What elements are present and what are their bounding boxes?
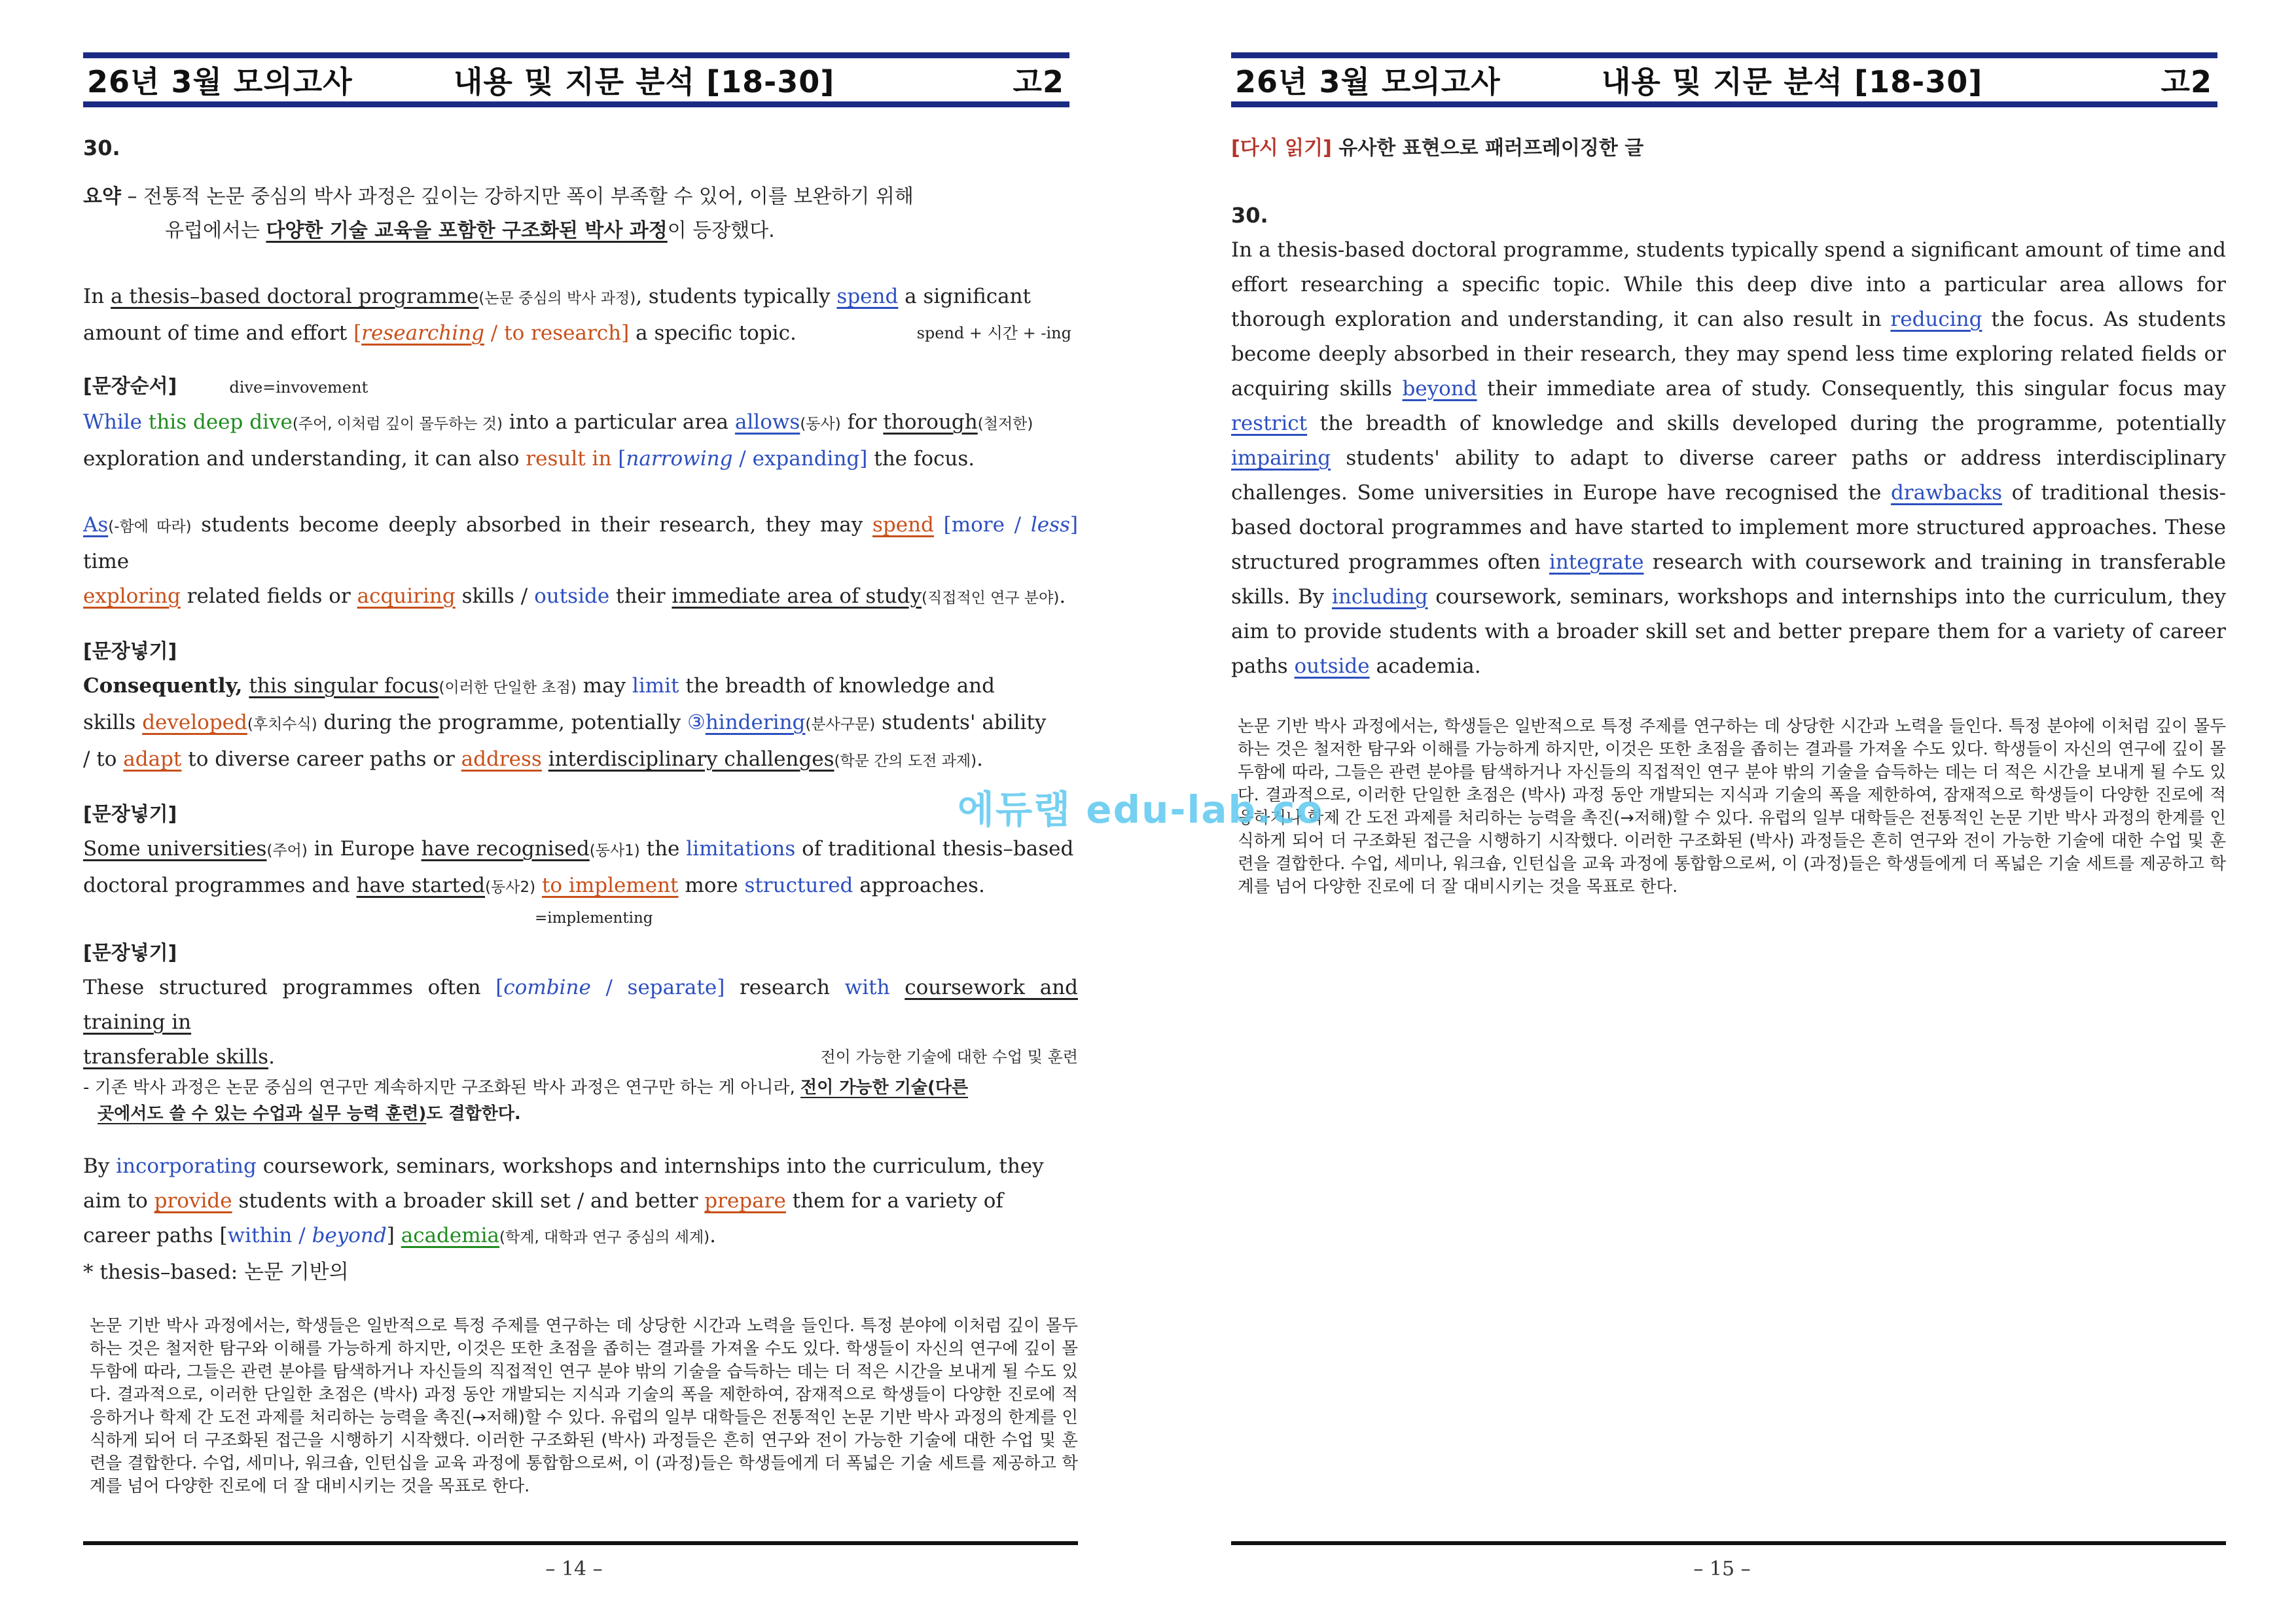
sentence-2: While this deep dive(주어, 이처럼 깊이 몰두하는 것) into a particular area allows(동사) for thorough(철저한) exploration and understanding, it can also result in [narrowing / expanding] the focus.	[83, 410, 1033, 471]
page-number: – 15 –	[1693, 1558, 1751, 1580]
right-content	[1231, 131, 2226, 899]
header-bottom-rule	[1231, 101, 2217, 107]
implement-note: =implementing	[535, 910, 653, 927]
question-number: 30.	[83, 135, 120, 160]
transferable-skills-note: 전이 가능한 기술에 대한 수업 및 훈련	[820, 1048, 1078, 1066]
sentence-4: Consequently, this singular focus(이러한 단일한 초점) may limit the breadth of knowledge and skills developed(후치수식) during the programme, potentially ③hindering(분사구문) students' ability / to adapt to diverse career paths or address interdisciplinary challenges(학문 간의 도전 과제).	[83, 674, 1047, 771]
summary-text: 전통적 논문 중심의 박사 과정은 깊이는 강하지만 폭이 부족할 수 있어, 이를 보완하기 위해	[143, 185, 914, 208]
reread-title: [다시 읽기] 유사한 표현으로 패러프레이징한 글	[1231, 137, 1644, 160]
korean-translation: 논문 기반 박사 과정에서는, 학생들은 일반적으로 특정 주제를 연구하는 데 상당한 시간과 노력을 들인다. 특정 분야에 이처럼 깊이 몰두하는 것은 철저한 탐구와 이해를 가능하게 하지만, 이것은 또한 초점을 좁히는 결과를 가져올 수도 있다. 학생들이 자신의 연구에 깊이 몰두함에 따라, 그들은 관련 분야를 탐색하거나 자신들의 직접적인 연구 분야 밖의 기술을 습득하는 데는 더 적은 시간을 보내게 될 수도 있다. 결과적으로, 이러한 단일한 초점은 (박사) 과정 동안 개발되는 지식과 기술의 폭을 제한하여, 잠재적으로 학생들이 다양한 진로에 적응하거나 학제 간 도전 과제를 처리하는 능력을 촉진(→저해)할 수 있다. 유럽의 일부 대학들은 전통적인 논문 기반 박사 과정의 한계를 인식하게 되어 더 구조화된 접근을 시행하기 시작했다. 이러한 구조화된 (박사) 과정들은 흔히 연구와 전이 가능한 기술에 대한 수업 및 훈련을 결합한다. 수업, 세미나, 워크숍, 인턴십을 교육 과정에 통합함으로써, 이 (과정)들은 학생들에게 더 폭넓은 기술 세트를 제공하고 학계를 넘어 다양한 진로에 더 잘 대비시키는 것을 목표로 한다.	[90, 1316, 1078, 1496]
section-label-insert-3: [문장넣기]	[83, 942, 177, 965]
section-label-order: [문장순서] dive=invovement	[83, 375, 368, 398]
paraphrased-passage: In a thesis-based doctoral programme, students typically spend a significant amount of time and effort researching a specific topic. While this deep dive into a particular area allows for thorough exploration and understanding, it can also result in reducing the focus. As students become deeply absorbed in their research, they may spend less time exploring related fields or acquiring skills beyond their immediate area of study. Consequently, this singular focus may restrict the breadth of knowledge and skills developed during the programme, potentially impairing students' ability to adapt to diverse career paths or address interdisciplinary challenges. Some universities in Europe have recognised the drawbacks of traditional thesis-based doctoral programmes and have started to implement more structured approaches. These structured programmes often integrate research with coursework and training in transferable skills. By including coursework, seminars, workshops and internships into the curriculum, they aim to provide students with a broader skill set and better prepare them for a variety of career paths outside academia.	[1231, 238, 2227, 678]
sentence-1: In a thesis–based doctoral programme(논문 중심의 박사 과정), students typically spend a significant amount of time and effort [researching / to research] a specific topic. spend + 시간 + -ing	[83, 279, 1078, 351]
sentence-7: By incorporating coursework, seminars, workshops and internships into the curriculum, they aim to provide students with a broader skill set / and better prepare them for a variety of career paths [within / beyond] academia(학계, 대학과 연구 중심의 세계). * thesis–based: 논문 기반의	[83, 1154, 1044, 1284]
grammar-note: spend + 시간 + -ing	[916, 324, 1071, 342]
header-exam: 26년 3월 모의고사	[87, 64, 353, 99]
left-content	[83, 131, 1078, 1498]
header-top-rule	[83, 52, 1069, 58]
section-label-insert-1: [문장넣기]	[83, 640, 177, 663]
page-header	[83, 52, 1069, 107]
page-number: – 14 –	[545, 1558, 603, 1580]
explanation-note: - 기존 박사 과정은 논문 중심의 연구만 계속하지만 구조화된 박사 과정은 연구만 하는 게 아니라, 전이 가능한 기술(다른 곳에서도 쓸 수 있는 수업과 실무 능력 훈련)도 결합한다.	[83, 1078, 969, 1124]
summary-key-phrase: 다양한 기술 교육을 포함한 구조화된 박사 과정	[266, 219, 668, 242]
korean-translation: 논문 기반 박사 과정에서는, 학생들은 일반적으로 특정 주제를 연구하는 데 상당한 시간과 노력을 들인다. 특정 분야에 이처럼 깊이 몰두하는 것은 철저한 탐구와 이해를 가능하게 하지만, 이것은 또한 초점을 좁히는 결과를 가져올 수도 있다. 학생들이 자신의 연구에 깊이 몰두함에 따라, 그들은 관련 분야를 탐색하거나 자신들의 직접적인 연구 분야 밖의 기술을 습득하는 데는 더 적은 시간을 보내게 될 수도 있다. 결과적으로, 이러한 단일한 초점은 (박사) 과정 동안 개발되는 지식과 기술의 폭을 제한하여, 잠재적으로 학생들이 다양한 진로에 적응하거나 학제 간 도전 과제를 처리하는 능력을 촉진(→저해)할 수 있다. 유럽의 일부 대학들은 전통적인 논문 기반 박사 과정의 한계를 인식하게 되어 더 구조화된 접근을 시행하기 시작했다. 이러한 구조화된 (박사) 과정들은 흔히 연구와 전이 가능한 기술에 대한 수업 및 훈련을 결합한다. 수업, 세미나, 워크숍, 인턴십을 교육 과정에 통합함으로써, 이 (과정)들은 학생들에게 더 폭넓은 기술 세트를 제공하고 학계를 넘어 다양한 진로에 더 잘 대비시키는 것을 목표로 한다.	[1238, 717, 2226, 897]
sentence-5: Some universities(주어) in Europe have recognised(동사1) the limitations of traditional thesis–based doctoral programmes and have started(동사2) to implement more structured approaches. =implementing	[83, 837, 1074, 927]
footnote: * thesis–based: 논문 기반의	[83, 1260, 349, 1284]
header-title: 내용 및 지문 분석 [18-30]	[1602, 64, 1983, 99]
footer-rule	[1231, 1541, 2226, 1545]
header-top-rule	[1231, 52, 2217, 58]
section-label-insert-2: [문장넣기]	[83, 803, 177, 826]
sentence-3: As(-함에 따라) students become deeply absorbed in their research, they may spend [more / less] time exploring related fields or acquiring skills / outside their immediate area of study(직접적인 연구 분야).	[83, 513, 1078, 608]
watermark: 에듀랩 edu-lab.co	[958, 787, 1324, 832]
header-exam: 26년 3월 모의고사	[1235, 64, 1501, 99]
footer-rule	[83, 1541, 1078, 1545]
page-header	[1231, 52, 2217, 107]
question-number: 30.	[1231, 203, 1268, 228]
header-grade: 고2	[2161, 64, 2212, 99]
summary-label: 요약	[83, 185, 121, 208]
reread-tag: [다시 읽기]	[1231, 137, 1332, 160]
header-title: 내용 및 지문 분석 [18-30]	[454, 64, 835, 99]
sentence-6: These structured programmes often [combine / separate] research with coursework and training in transferable skills. 전이 가능한 기술에 대한 수업 및 훈련	[83, 971, 1078, 1075]
header-bottom-rule	[83, 101, 1069, 107]
header-grade: 고2	[1013, 64, 1064, 99]
summary: 요약 – 전통적 논문 중심의 박사 과정은 깊이는 강하지만 폭이 부족할 수 있어, 이를 보완하기 위해 유럽에서는 다양한 기술 교육을 포함한 구조화된 박사 과정이 등장했다.	[83, 185, 914, 242]
